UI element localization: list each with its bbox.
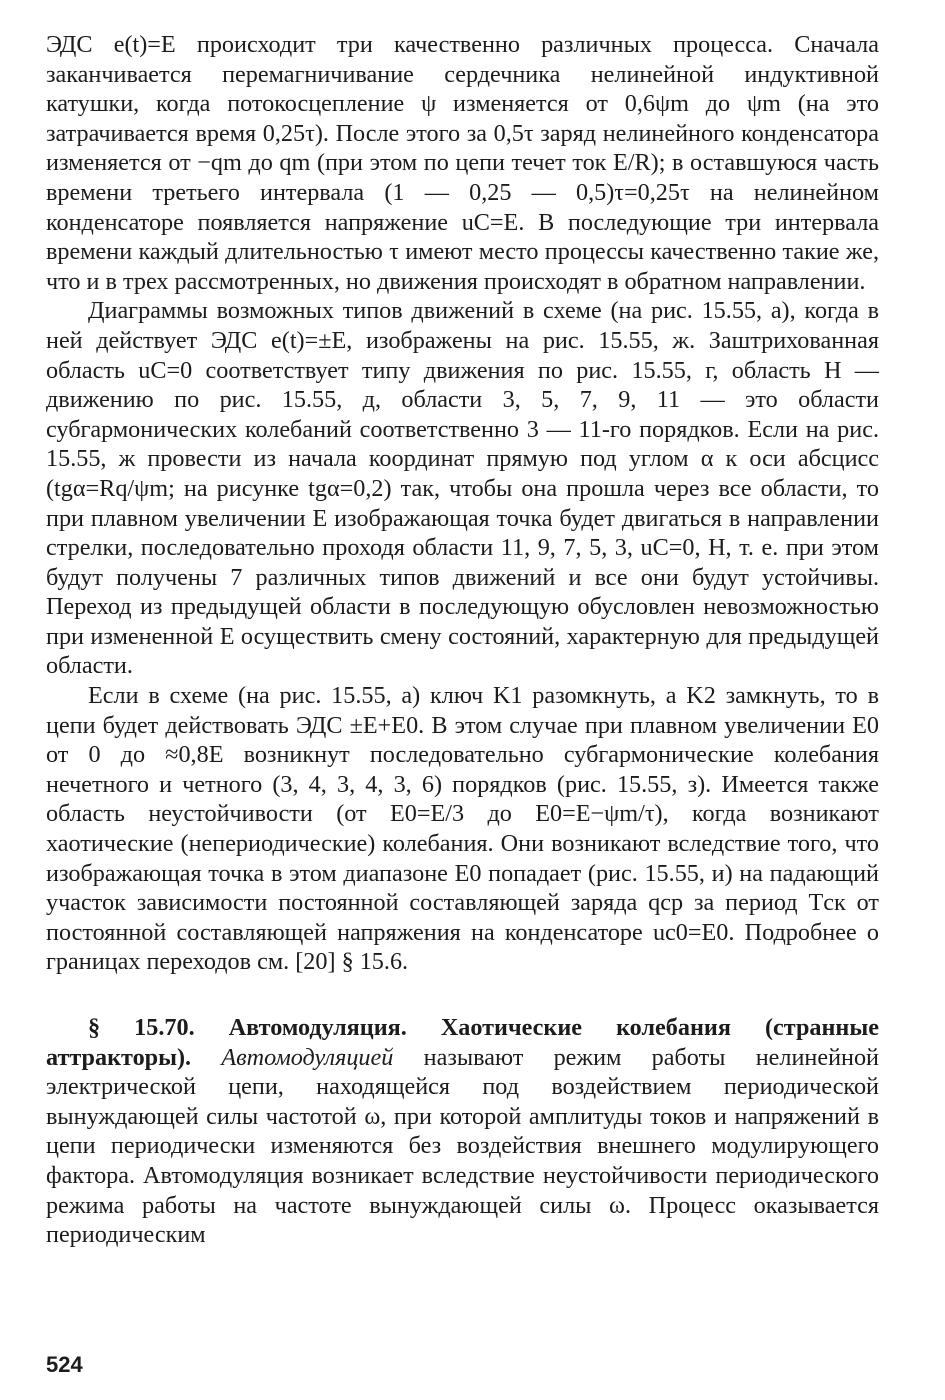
page-text	[46, 30, 879, 1360]
section-paragraph	[46, 1013, 879, 1250]
paragraph-motion-diagrams: Диаграммы возможных типов движений в схеме (на рис. 15.55, а), когда в ней действует ЭДС e(t)=±E, изображены на рис. 15.55, ж. Заштрихованная область uC=0 соответствует типу движения по рис. 15.55, г, область H — движению по рис. 15.55, д, области 3, 5, 7, 9, 11 — это области субгармонических колебаний соответственно 3 — 11-го порядков. Если на рис. 15.55, ж провести из начала координат прямую под углом α к оси абсцисс (tgα=Rq/ψm; на рисунке tgα=0,2) так, чтобы она прошла через все области, то при плавном увеличении E изображающая точка будет двигаться в направлении стрелки, последовательно проходя области 11, 9, 7, 5, 3, uC=0, H, т. е. при этом будут получены 7 различных типов движений и все они будут устойчивы. Переход из предыдущей области в последующую обусловлен невозможностью при измененной E осуществить смену состояний, характерную для предыдущей области.	[46, 297, 879, 680]
section-gap	[46, 977, 879, 1013]
page-number: 524	[46, 1352, 83, 1377]
paragraph-continuation: ЭДС e(t)=E происходит три качественно различных процесса. Сначала заканчивается перемагничивание сердечника нелинейной индуктивной катушки, когда потокосцепление ψ изменяется от 0,6ψm до ψm (на это затрачивается время 0,25τ). После этого за 0,5τ заряд нелинейного конденсатора изменяется от −qm до qm (при этом по цепи течет ток E/R); в оставшуюся часть времени третьего интервала (1 — 0,25 — 0,5)τ=0,25τ на нелинейном конденсаторе появляется напряжение uC=E. В последующие три интервала времени каждый длительностью τ имеют место процессы качественно такие же, что и в трех рассмотренных, но движения происходят в обратном направлении.	[46, 31, 879, 295]
section-text: называют режим работы нелинейной электрической цепи, находящейся под воздействием периодической вынуждающей силы частотой ω, при которой амплитуды токов и напряжений в цепи периодически изменяются без воздействия внешнего модулирующего фактора. Автомодуляция возникает вследствие неустойчивости периодического режима работы на частоте вынуждающей силы ω. Процесс оказывается периодическим	[46, 1043, 879, 1249]
paragraph-switch-k1-k2: Если в схеме (на рис. 15.55, а) ключ K1 разомкнуть, а K2 замкнуть, то в цепи будет действовать ЭДС ±E+E0. В этом случае при плавном увеличении E0 от 0 до ≈0,8E возникнут последовательно субгармонические колебания нечетного и четного (3, 4, 3, 4, 3, 6) порядков (рис. 15.55, з). Имеется также область неустойчивости (от E0=E/3 до E0=E−ψm/τ), когда возникают хаотические (непериодические) колебания. Они возникают вследствие того, что изображающая точка в этом диапазоне E0 попадает (рис. 15.55, и) на падающий участок зависимости постоянной составляющей заряда qср за период Tск от постоянной составляющей напряжения на конденсаторе uc0=E0. Подробнее о границах переходов см. [20] § 15.6.	[46, 682, 879, 976]
section-term: Автомодуляцией	[221, 1043, 394, 1071]
section-heading: § 15.70. Автомодуляция. Хаотические колебания (странные аттракторы).	[46, 1014, 879, 1071]
